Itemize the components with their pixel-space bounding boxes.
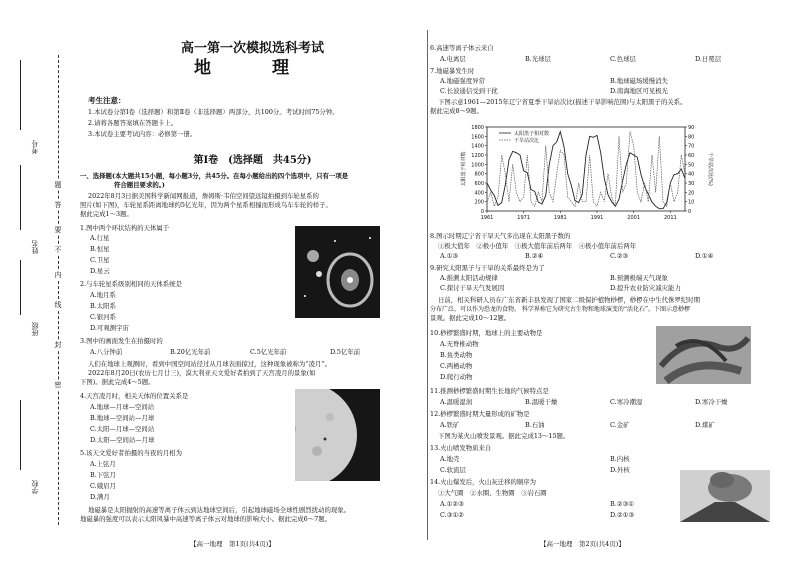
option[interactable]: A.推测太阳活动规律 [440, 274, 498, 282]
option[interactable]: D.寒冷干燥 [695, 398, 728, 406]
option[interactable]: B.内核 [610, 455, 630, 463]
option[interactable]: D.①④ [695, 252, 714, 260]
instructions-cont: 符合题目要求的。) [114, 181, 165, 189]
passage-1: 据此完成1～3题。 [80, 210, 133, 218]
right-tick-label: 70 [688, 143, 695, 150]
option[interactable]: B.②④ [525, 252, 544, 260]
left-tick-label: 600 [474, 181, 484, 187]
seal-mark: 内 [54, 271, 62, 279]
option[interactable]: C.金矿 [610, 421, 630, 429]
option[interactable]: D.南海地区可见极光 [610, 87, 669, 95]
option[interactable]: B.恒星 [90, 245, 110, 253]
x-tick-label: 1971 [517, 215, 531, 221]
name-label: 姓名 [31, 240, 39, 254]
passage-4: 下图示意1961—2015年辽宁省夏季干旱站次比(描述干旱影响范围)与太阳黑子的关系。 [438, 98, 687, 106]
passage-2: 2022年8月20日(农历七月廿三)，漠大利亚天文爱好者拍到了天宫凌月的景象(如 [88, 369, 316, 377]
question-14-items: ①大气圈 ②水圈、生物圈 ③岩石圈 [438, 489, 547, 497]
option[interactable]: B.太阳系 [90, 302, 116, 310]
passage-5: 景观。据此完成10～12题。 [430, 314, 511, 322]
option[interactable]: D.提升农业防灾减灾能力 [610, 284, 681, 292]
option[interactable]: A.温暖湿润 [440, 398, 473, 406]
option[interactable]: C.银河系 [90, 313, 116, 321]
question-5: 5.该天文爱好者拍摄的当夜的月相为 [80, 449, 182, 457]
option[interactable]: D.太阳—空间站—月球 [90, 436, 155, 444]
option[interactable]: A.电离层 [440, 55, 466, 63]
subject-title: 地 理 [194, 58, 311, 78]
seal-mark: 要 [54, 226, 62, 234]
option[interactable]: A.无脊椎动物 [440, 340, 479, 348]
notice-3: 3.本试卷主要考试内容：必修第一册。 [88, 130, 197, 138]
passage-1: 2022年8月3日据美国科学新闻网报道，詹姆斯·韦伯空间望远镜拍摄到车轮星系的 [88, 192, 319, 200]
seal-mark: 线 [54, 301, 62, 309]
option[interactable]: C.太阳—月球—空间站 [90, 425, 155, 433]
question-13: 13.火山喷发物质来自 [430, 444, 492, 452]
option[interactable]: B.温暖干燥 [525, 398, 558, 406]
passage-4: 据此完成8～9题。 [430, 107, 483, 115]
left-tick-label: 0 [480, 209, 484, 215]
option[interactable]: C.5亿光年前 [250, 348, 287, 356]
question-14: 14.火山爆发后，火山灰迁移的顺序为 [430, 478, 537, 486]
option[interactable]: B.鱼类动物 [440, 351, 473, 359]
option[interactable]: C.探讨干旱天气发展因 [440, 284, 505, 292]
question-1: 1.图中两个环状结构的天体属于 [80, 224, 170, 232]
question-8-items: ①极大值年 ②极小值年 ③极大值年前后两年 ④极小值年前后两年 [438, 242, 637, 250]
right-tick-label: 60 [688, 153, 695, 159]
option[interactable]: B.下弦月 [90, 471, 116, 479]
option[interactable]: A.上弦月 [90, 460, 116, 468]
left-tick-label: 800 [474, 171, 484, 178]
right-tick-label: 10 [688, 199, 695, 206]
option[interactable]: A.地月系 [90, 291, 116, 299]
question-10: 10.桫椤繁盛时期，地球上的主要动物是 [430, 329, 543, 337]
passage-5: 日前，相关科研人员在广东省新丰县发现了国家二级保护植物桫椤，桫椤在中生代侏罗纪时期 [438, 296, 701, 304]
question-11: 11.推测桫椤繁盛时期生长地的气候特点是 [430, 387, 549, 395]
school-field[interactable] [20, 400, 21, 470]
option[interactable]: C.卫星 [90, 256, 110, 264]
right-axis-label: 干旱站次比(%) [707, 152, 713, 186]
passage-1: 照片(如下图)，车轮星系距离地球约5亿光年，因为两个星系相撞而形成乌车车轮的样子。 [80, 201, 332, 209]
seal-mark: 答 [54, 201, 62, 209]
moon-icon [295, 389, 380, 481]
option[interactable]: D.爬行动物 [440, 373, 473, 381]
option[interactable]: A.地磁强度异常 [440, 77, 485, 85]
x-tick-label: 2001 [627, 215, 641, 221]
option[interactable]: B.地球磁场缓慢消失 [610, 77, 668, 85]
binding-gutter [0, 0, 74, 561]
volcano-photo [680, 470, 770, 522]
option[interactable]: D.日冕层 [695, 55, 722, 63]
x-tick-label: 2011 [663, 215, 677, 221]
question-9: 9.研究太阳黑子与干旱的关系最终是为了 [430, 264, 545, 272]
instructions: 一、选择题(本大题共15小题，每小题3分，共45分。在每小题给出的四个选项中，只有一项是 [80, 172, 349, 180]
right-page [430, 0, 790, 561]
option[interactable]: D.5亿年前 [330, 348, 361, 356]
passage-6: 下图为某火山喷发景观。据此完成13～15题。 [438, 432, 570, 440]
x-tick-label: 1961 [480, 215, 494, 221]
exam-title: 高一第一次模拟选科考试 [180, 41, 324, 56]
notice-1: 1.本试卷分第Ⅰ卷（选择题）和第Ⅱ卷（非选择题）两部分，共100分。考试时间75分钟。 [88, 108, 339, 116]
seal-mark: 不 [54, 246, 62, 254]
fern-icon [656, 326, 751, 384]
notice-title: 考生注意： [88, 96, 126, 105]
option[interactable]: C.②③ [610, 252, 629, 260]
left-page [80, 0, 425, 561]
option[interactable]: D.星云 [90, 267, 110, 275]
page-footer: 【高一地理 第1页(共4页)】 [190, 540, 275, 548]
right-tick-label: 20 [688, 190, 695, 197]
right-tick-label: 80 [688, 134, 695, 141]
question-12: 12.桫椤繁盛时期大量形成的矿物是 [430, 410, 530, 418]
galaxy-icon [295, 226, 380, 318]
option[interactable]: B.②③① [610, 500, 634, 508]
left-tick-label: 400 [474, 190, 484, 197]
class-field[interactable] [20, 260, 21, 315]
question-8: 8.图示时期辽宁省干旱天气多出现在太阳黑子数的 [430, 232, 571, 240]
option[interactable]: D.可观测宇宙 [90, 324, 129, 332]
question-6: 6.高速等离子体云来自 [430, 44, 494, 52]
option[interactable]: A.地壳 [440, 455, 460, 463]
option[interactable]: C.软流层 [440, 466, 466, 474]
option[interactable]: A.①②③ [440, 500, 464, 508]
exam-no-label: 考号 [31, 140, 39, 154]
question-3: 3.图中的画面发生在拍摄时的 [80, 337, 163, 345]
volcano-icon [680, 470, 770, 522]
option[interactable]: C.色球层 [610, 55, 636, 63]
school-label: 学校 [31, 480, 39, 494]
question-4: 4.天宫凌月时，相关天体的位置关系是 [80, 392, 189, 400]
legend-label: 干旱站次比 [514, 138, 540, 144]
tree-fern-photo [656, 326, 751, 384]
option[interactable]: B.光球层 [525, 55, 551, 63]
question-7: 7.地磁暴发生时 [430, 67, 475, 75]
passage-2: 人们在地球上观测时，看到中国空间站径过从月球表面掠过，这种现象被称为“凌月”。 [88, 360, 331, 368]
option[interactable]: C.③①② [440, 511, 464, 519]
page-divider [427, 30, 428, 540]
passage-2: 下图)。据此完成4～5题。 [80, 378, 155, 386]
right-tick-label: 90 [688, 125, 695, 131]
right-tick-label: 50 [688, 162, 695, 169]
page-footer: 【高一地理 第2页(共4页)】 [540, 540, 625, 548]
option[interactable]: B.地球—空间站—月球 [90, 414, 155, 422]
option[interactable]: B.20亿光年前 [170, 348, 211, 356]
option[interactable]: A.①③ [440, 252, 459, 260]
left-tick-label: 1200 [471, 153, 484, 159]
option[interactable]: C.娥眉月 [90, 482, 116, 490]
left-tick-label: 200 [474, 199, 484, 206]
option[interactable]: A.铁矿 [440, 421, 460, 429]
option[interactable]: D.外核 [610, 466, 630, 474]
option[interactable]: D.满月 [90, 493, 110, 501]
exam-no-field[interactable] [20, 60, 21, 130]
moon-transit-photo [295, 389, 380, 481]
left-tick-label: 1600 [471, 134, 484, 141]
legend-label: 太阳黑子相对数 [514, 131, 550, 137]
left-tick-label: 1000 [471, 162, 484, 169]
seal-mark: 密 [54, 381, 62, 389]
x-tick-label: 1981 [553, 215, 567, 221]
option[interactable]: C.两栖动物 [440, 362, 473, 370]
option[interactable]: D.②①③ [610, 511, 635, 519]
option[interactable]: D.煤矿 [695, 421, 715, 429]
passage-5: 分布广泛，可以作为恐龙的食物。 科学界称它为研究古生物和地球演变的“活化石”。下图示意桫椤 [430, 306, 691, 313]
left-axis-label: 太阳黑子相对数 [461, 151, 467, 187]
option[interactable]: A.地球—月球—空间站 [90, 403, 155, 411]
option[interactable]: C.长波通信受到干扰 [440, 87, 498, 95]
left-tick-label: 1800 [471, 125, 484, 131]
seal-line [58, 55, 59, 525]
passage-3: 地磁暴是太阳抛射的高速等离子体云到达地球空间后，引起地球磁场全球性剧烈扰动的现象。 [88, 506, 351, 514]
question-2: 2.与车轮星系级别相同的天体系统是 [80, 280, 182, 288]
cartwheel-galaxy-photo [295, 226, 380, 318]
option[interactable]: B.石油 [525, 421, 545, 429]
seal-mark: 封 [54, 341, 62, 349]
passage-3: 地磁暴的强度可以表示太阳风暴中高速等离子体云对地球的影响大小。据此完成6～7题。 [80, 515, 331, 523]
right-tick-label: 0 [688, 209, 692, 215]
option[interactable]: A.行星 [90, 234, 110, 242]
option[interactable]: C.寒冷潮湿 [610, 398, 643, 406]
option[interactable]: A.八分钟前 [90, 348, 123, 356]
class-label: 班级 [31, 322, 39, 336]
x-tick-label: 1991 [590, 215, 604, 221]
notice-2: 2.请将各题答案填在答题卡上。 [88, 119, 178, 127]
left-tick-label: 1400 [471, 143, 484, 150]
right-tick-label: 40 [688, 171, 695, 178]
section-title: 第Ⅰ卷 (选择题 共45分) [193, 155, 312, 166]
option[interactable]: B.预测极端天气现象 [610, 274, 668, 282]
sunspot-drought-chart [457, 121, 717, 226]
seal-mark: 题 [54, 181, 62, 189]
name-field[interactable] [20, 165, 21, 230]
right-tick-label: 30 [688, 181, 695, 187]
